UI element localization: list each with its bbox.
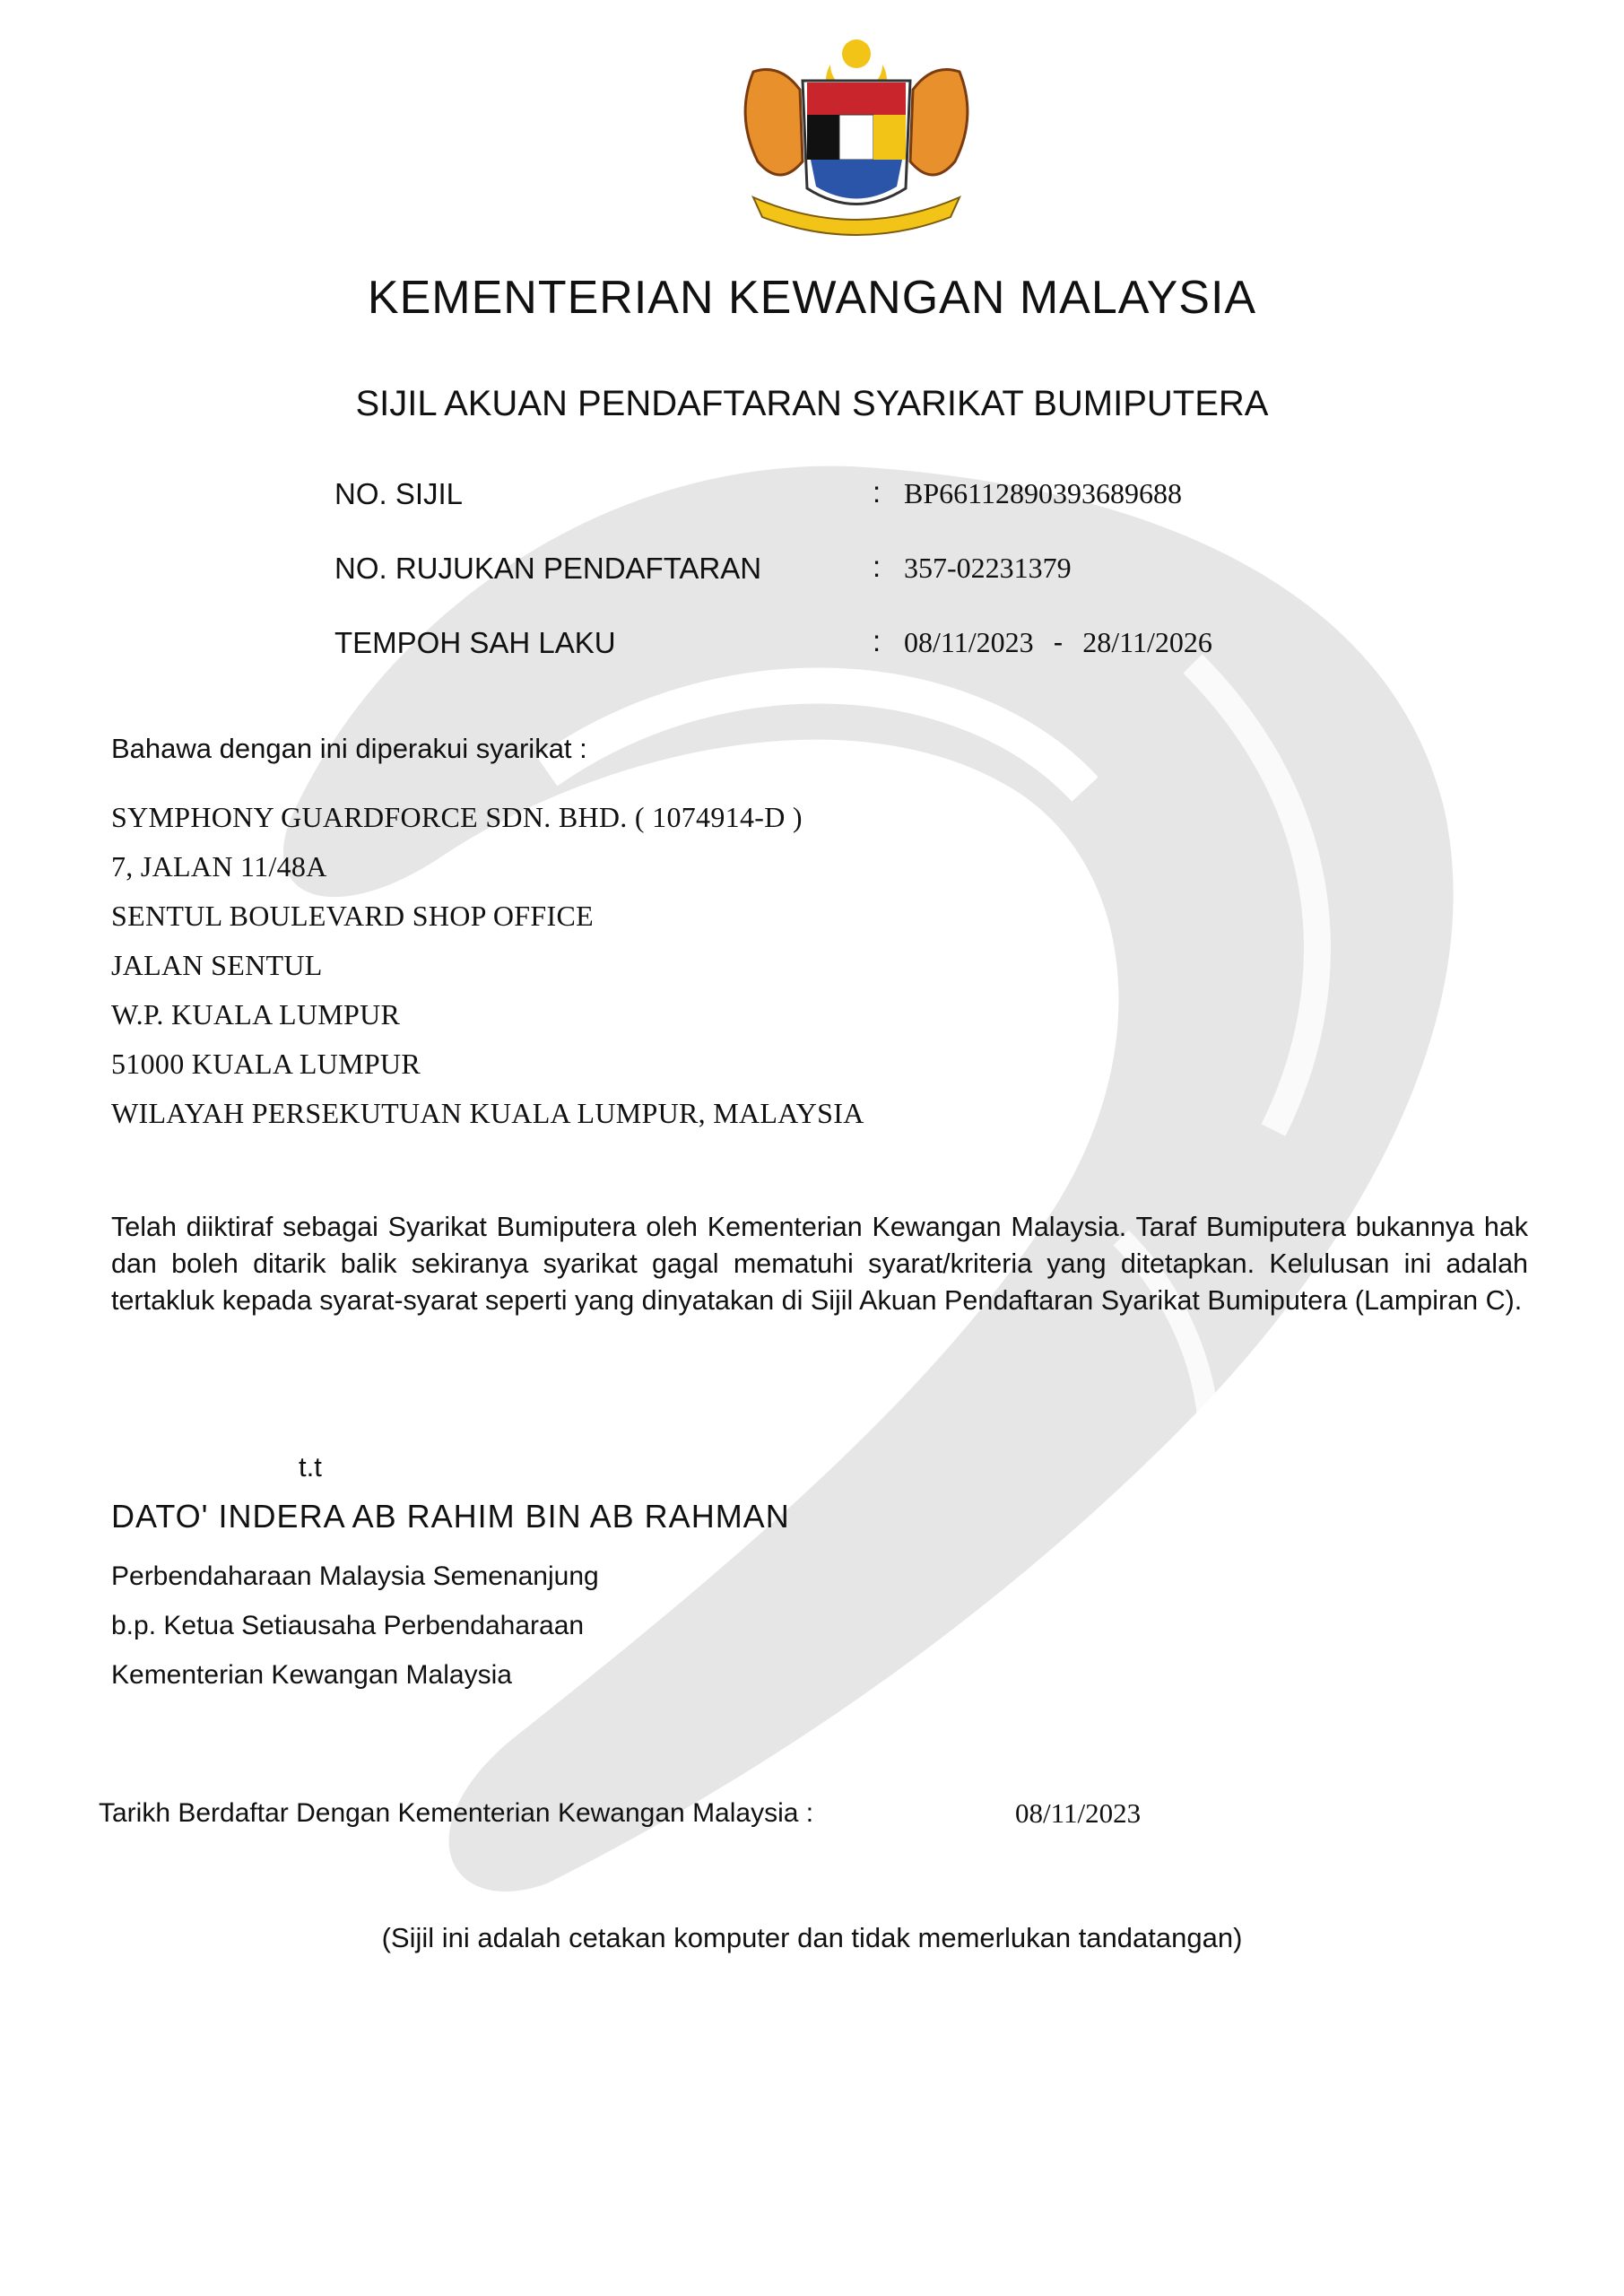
company-name: SYMPHONY GUARDFORCE SDN. BHD. ( 1074914-D ) xyxy=(111,801,803,833)
certificate-title: SIJIL AKUAN PENDAFTARAN SYARIKAT BUMIPUTERA xyxy=(355,384,1269,423)
signer-position: b.p. Ketua Setiausaha Perbendaharaan xyxy=(111,1611,585,1640)
reg-ref-value: 357-02231379 xyxy=(904,552,1072,584)
signer-name: DATO' INDERA AB RAHIM BIN AB RAHMAN xyxy=(111,1498,790,1535)
validity-separator: - xyxy=(1053,626,1064,658)
validity-from: 08/11/2023 xyxy=(904,626,1034,658)
address-line: 51000 KUALA LUMPUR xyxy=(111,1048,421,1080)
signer-position: Perbendaharaan Malaysia Semenanjung xyxy=(111,1561,599,1591)
cert-no-label: NO. SIJIL xyxy=(334,477,464,510)
validity-to: 28/11/2026 xyxy=(1082,626,1212,658)
registration-date-label: Tarikh Berdaftar Dengan Kementerian Kewangan Malaysia : xyxy=(99,1798,814,1828)
address-line: W.P. KUALA LUMPUR xyxy=(111,998,401,1031)
reg-ref-label: NO. RUJUKAN PENDAFTARAN xyxy=(334,552,762,585)
validity-label: TEMPOH SAH LAKU xyxy=(334,626,616,659)
validity-colon: : xyxy=(873,624,881,657)
intro-text: Bahawa dengan ini diperakui syarikat : xyxy=(111,733,587,764)
address-line: JALAN SENTUL xyxy=(111,949,323,981)
validity-value xyxy=(904,626,1212,659)
registration-date-value: 08/11/2023 xyxy=(1015,1797,1142,1829)
cert-no-colon: : xyxy=(873,475,881,509)
footer-note: (Sijil ini adalah cetakan komputer dan tidak memerlukan tandatangan) xyxy=(381,1922,1243,1953)
address-line: 7, JALAN 11/48A xyxy=(111,850,327,883)
malaysia-coat-of-arms-icon xyxy=(717,18,995,242)
cert-no-value: BP66112890393689688 xyxy=(904,477,1182,509)
address-line: WILAYAH PERSEKUTUAN KUALA LUMPUR, MALAYSIA xyxy=(111,1097,864,1129)
recognition-statement: Telah diiktiraf sebagai Syarikat Bumiputera oleh Kementerian Kewangan Malaysia. Taraf Bumiputera bukannya hak dan boleh ditarik balik sekiranya syarikat gagal mematuhi syarat/kriteria yang ditetapkan. Kelulusan ini adalah tertakluk kepada syarat-syarat seperti yang dinyatakan di Sijil Akuan Pendaftaran Syarikat Bumiputera (Lampiran C). xyxy=(111,1212,1528,1316)
address-line: SENTUL BOULEVARD SHOP OFFICE xyxy=(111,900,594,932)
signer-position: Kementerian Kewangan Malaysia xyxy=(111,1660,512,1690)
ministry-title: KEMENTERIAN KEWANGAN MALAYSIA xyxy=(367,272,1257,324)
signature-tt: t.t xyxy=(299,1451,322,1483)
reg-ref-colon: : xyxy=(873,550,881,583)
